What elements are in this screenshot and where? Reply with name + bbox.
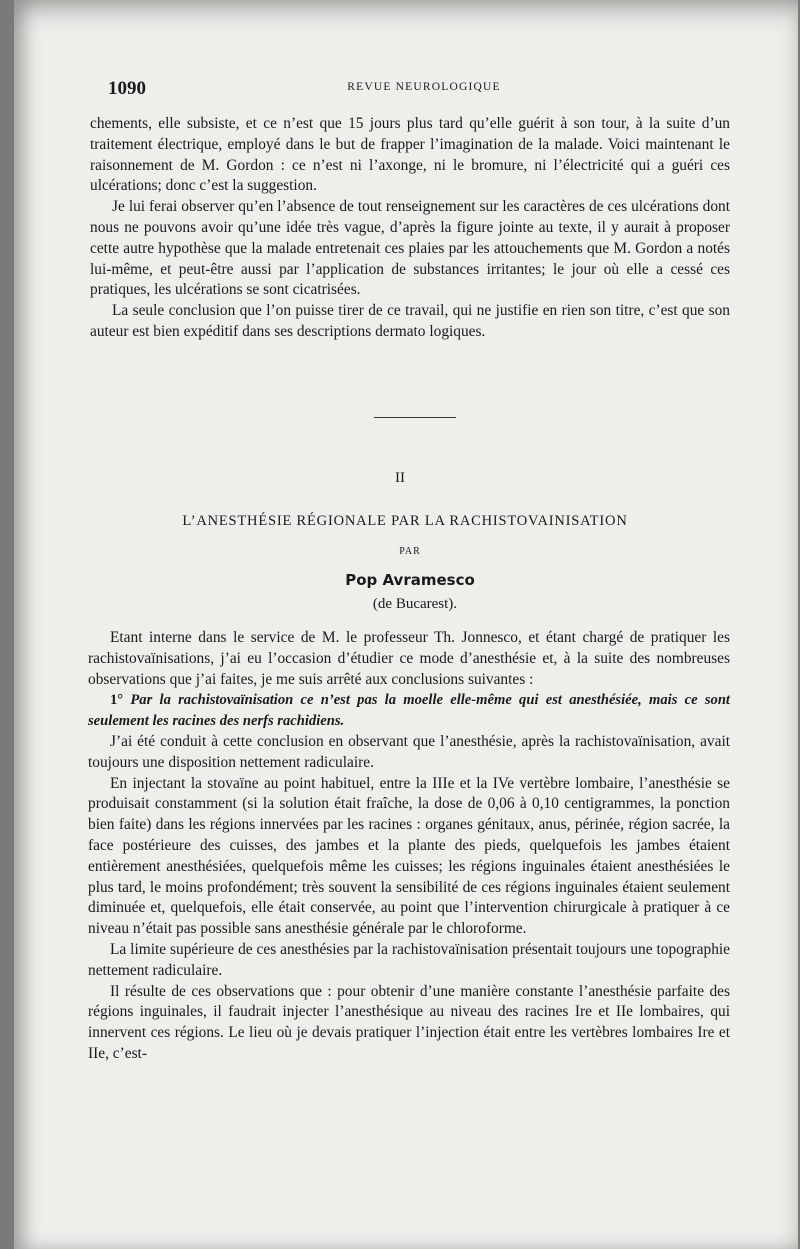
author-affiliation: (de Bucarest). [372,596,458,612]
paragraph: Je lui ferai observer qu’en l’absence de tout renseignement sur les caractères de ces ulcérations dont nous ne pouvons avoir qu’une idée très vague, d’après la figure jointe au texte, il y aurait à proposer cette autre hypothèse que la malade entretenait ces plaies par les attouchements que M. Gordon a notés lui-même, et peut-être aussi par l’application de substances irritantes; le jour où elle a cessé ces pratiques, les ulcérations se sont cicatrisées. [90,198,730,299]
conclusion-text: Par la rachistovaïnisation ce n’est pas la moelle elle-même qui est anesthésiée, mais ce sont seulement les racines des nerfs rachidiens. [88,692,730,730]
section-number: II [395,470,405,486]
paragraph: chements, elle subsiste, et ce n’est que 15 jours plus tard qu’elle guérit à son tour, à la suite d’un traitement électrique, employé dans le but de frapper l’imagination de la malade. Voici maintenant le raisonnement de M. Gordon : ce n’est ni l’axonge, ni le bromure, ni l’électricité qui a guéri ces ulcérations; donc c’est la suggestion. [90,115,730,195]
conclusion-number: 1° [110,692,124,709]
paragraph: J’ai été conduit à cette conclusion en observant que l’anesthésie, après la rachistovaïnisation, avait toujours une disposition nettement radiculaire. [88,732,730,771]
by-line: PAR [399,546,421,557]
author-name: Pop Avramesco [345,571,475,589]
article-title: L’ANESTHÉSIE RÉGIONALE PAR LA RACHISTOVAINISATION [182,513,628,529]
intro-paragraph: Etant interne dans le service de M. le professeur Th. Jonnesco, et étant chargé de pratiquer les rachistovaïnisations, j’ai eu l’occasion d’étudier ce mode d’anesthésie et, à la suite des nombreuses observations que j’ai faites, je me suis arrêté aux conclusions suivantes : [88,629,730,688]
running-title: REVUE NEUROLOGIQUE [347,81,501,93]
page-number: 1090 [108,78,146,99]
article-body [88,628,730,1065]
paragraph: En injectant la stovaïne au point habituel, entre la IIIe et la IVe vertèbre lombaire, l’anesthésie se produisait constamment (si la solution était fraîche, la dose de 0,06 à 0,10 centigrammes, la ponction bien faite) dans les régions innervées par les racines : organes génitaux, anus, périnée, région sacrée, la face postérieure des cuisses, des jambes et la plante des pieds, quelquefois les jambes étaient entièrement anesthésiées, quelquefois même les cuisses; les régions inguinales étaient anesthésiées le plus tard, le moins profondément; très souvent la sensibilité de ces régions inguinales étaient seulement diminuée et, quelquefois, elle était conservée, au point que l’intervention chirurgicale à pratiquer à ce niveau n’était pas possible sans anesthésie générale par le chloroforme. [88,774,730,938]
paragraph: La seule conclusion que l’on puisse tirer de ce travail, qui ne justifie en rien son titre, c’est que son auteur est bien expéditif dans ses descriptions dermato logiques. [90,302,730,340]
previous-article-text [90,114,730,343]
paragraph: La limite supérieure de ces anesthésies par la rachistovaïnisation présentait toujours une topographie nettement radiculaire. [88,940,730,979]
page-header [108,78,740,100]
section-divider [374,417,456,418]
paragraph: Il résulte de ces observations que : pour obtenir d’une manière constante l’anesthésie parfaite des régions inguinales, il faudrait injecter l’anesthésique au niveau des racines Ire et IIe lombaires, qui innervent ces régions. Le lieu où je devais pratiquer l’injection était entre les vertèbres lombaires Ire et IIe, c’est- [88,982,730,1062]
conclusion-statement [88,690,730,732]
